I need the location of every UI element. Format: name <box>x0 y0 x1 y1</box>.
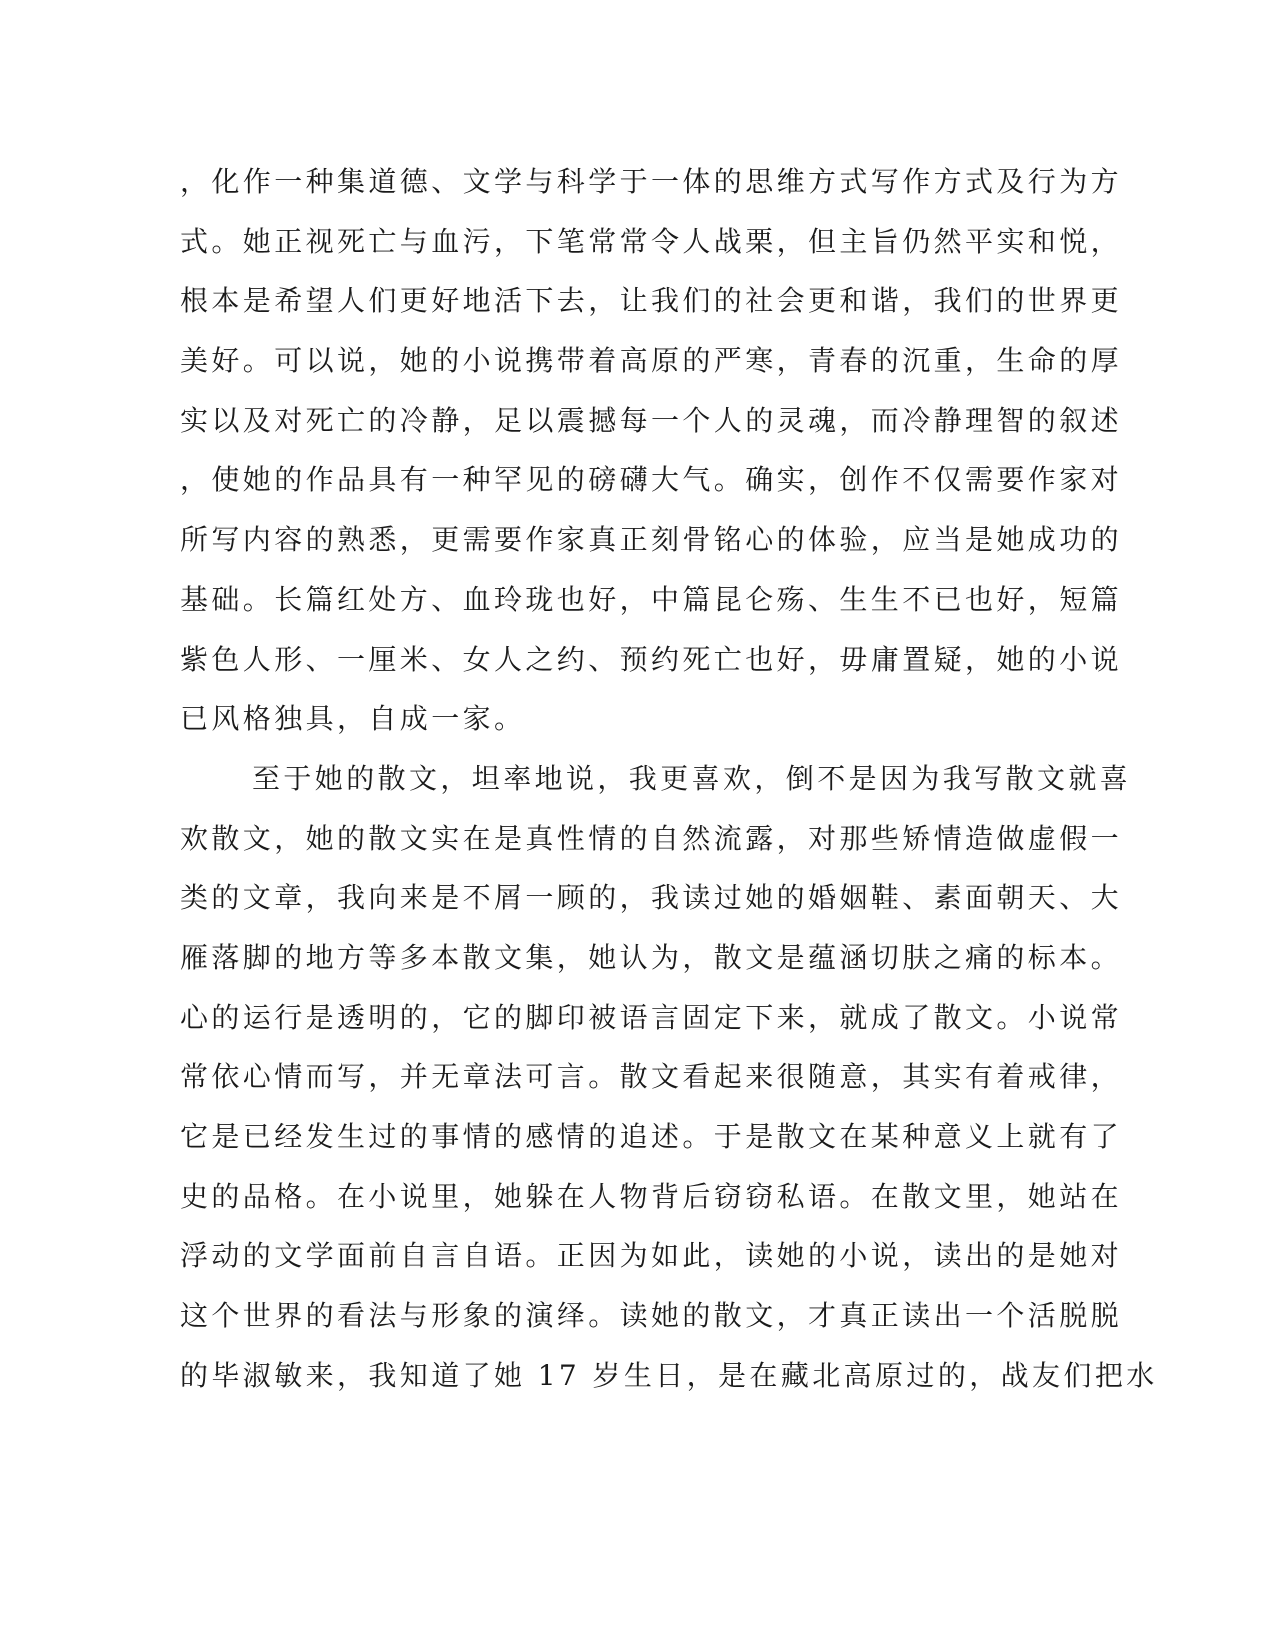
text-line: 的毕淑敏来，我知道了她 17 岁生日，是在藏北高原过的，战友们把水 <box>180 1358 1158 1392</box>
text-line: 基础。长篇红处方、血玲珑也好，中篇昆仑殇、生生不已也好，短篇 <box>180 582 1123 616</box>
text-line: 心的运行是透明的，它的脚印被语言固定下来，就成了散文。小说常 <box>180 1000 1123 1034</box>
text-line: 它是已经发生过的事情的感情的追述。于是散文在某种意义上就有了 <box>180 1120 1123 1153</box>
text-line: 欢散文，她的散文实在是真性情的自然流露，对那些矫情造做虚假一 <box>180 821 1123 855</box>
text-line: 所写内容的熟悉，更需要作家真正刻骨铭心的体验，应当是她成功的 <box>180 523 1123 557</box>
paragraph-start-line: 至于她的散文，坦率地说，我更喜欢，倒不是因为我写散文就喜 <box>252 761 1132 795</box>
text-line: 常依心情而写，并无章法可言。散文看起来很随意，其实有着戒律， <box>180 1060 1123 1094</box>
text-line: 浮动的文学面前自言自语。正因为如此，读她的小说，读出的是她对 <box>180 1239 1123 1273</box>
text-line: 类的文章，我向来是不屑一顾的，我读过她的婚姻鞋、素面朝天、大 <box>180 881 1123 915</box>
body-text <box>180 160 1158 1413</box>
text-line: 已风格独具，自成一家。 <box>180 702 526 736</box>
text-line: 这个世界的看法与形象的演绎。读她的散文，才真正读出一个活脱脱 <box>180 1299 1123 1333</box>
text-line: 雁落脚的地方等多本散文集，她认为，散文是蕴涵切肤之痛的标本。 <box>180 940 1123 974</box>
text-line: 美好。可以说，她的小说携带着高原的严寒，青春的沉重，生命的厚 <box>180 344 1123 378</box>
text-line: 实以及对死亡的冷静，足以震撼每一个人的灵魂，而冷静理智的叙述 <box>180 403 1123 437</box>
text-line: 史的品格。在小说里，她躲在人物背后窃窃私语。在散文里，她站在 <box>180 1179 1123 1213</box>
text-line: ，化作一种集道德、文学与科学于一体的思维方式写作方式及行为方 <box>180 165 1123 198</box>
text-line: 式。她正视死亡与血污，下笔常常令人战栗，但主旨仍然平实和悦， <box>180 224 1123 258</box>
text-line: 根本是希望人们更好地活下去，让我们的社会更和谐，我们的世界更 <box>180 284 1123 318</box>
text-line: ，使她的作品具有一种罕见的磅礴大气。确实，创作不仅需要作家对 <box>180 463 1123 497</box>
text-line: 紫色人形、一厘米、女人之约、预约死亡也好，毋庸置疑，她的小说 <box>180 642 1123 676</box>
